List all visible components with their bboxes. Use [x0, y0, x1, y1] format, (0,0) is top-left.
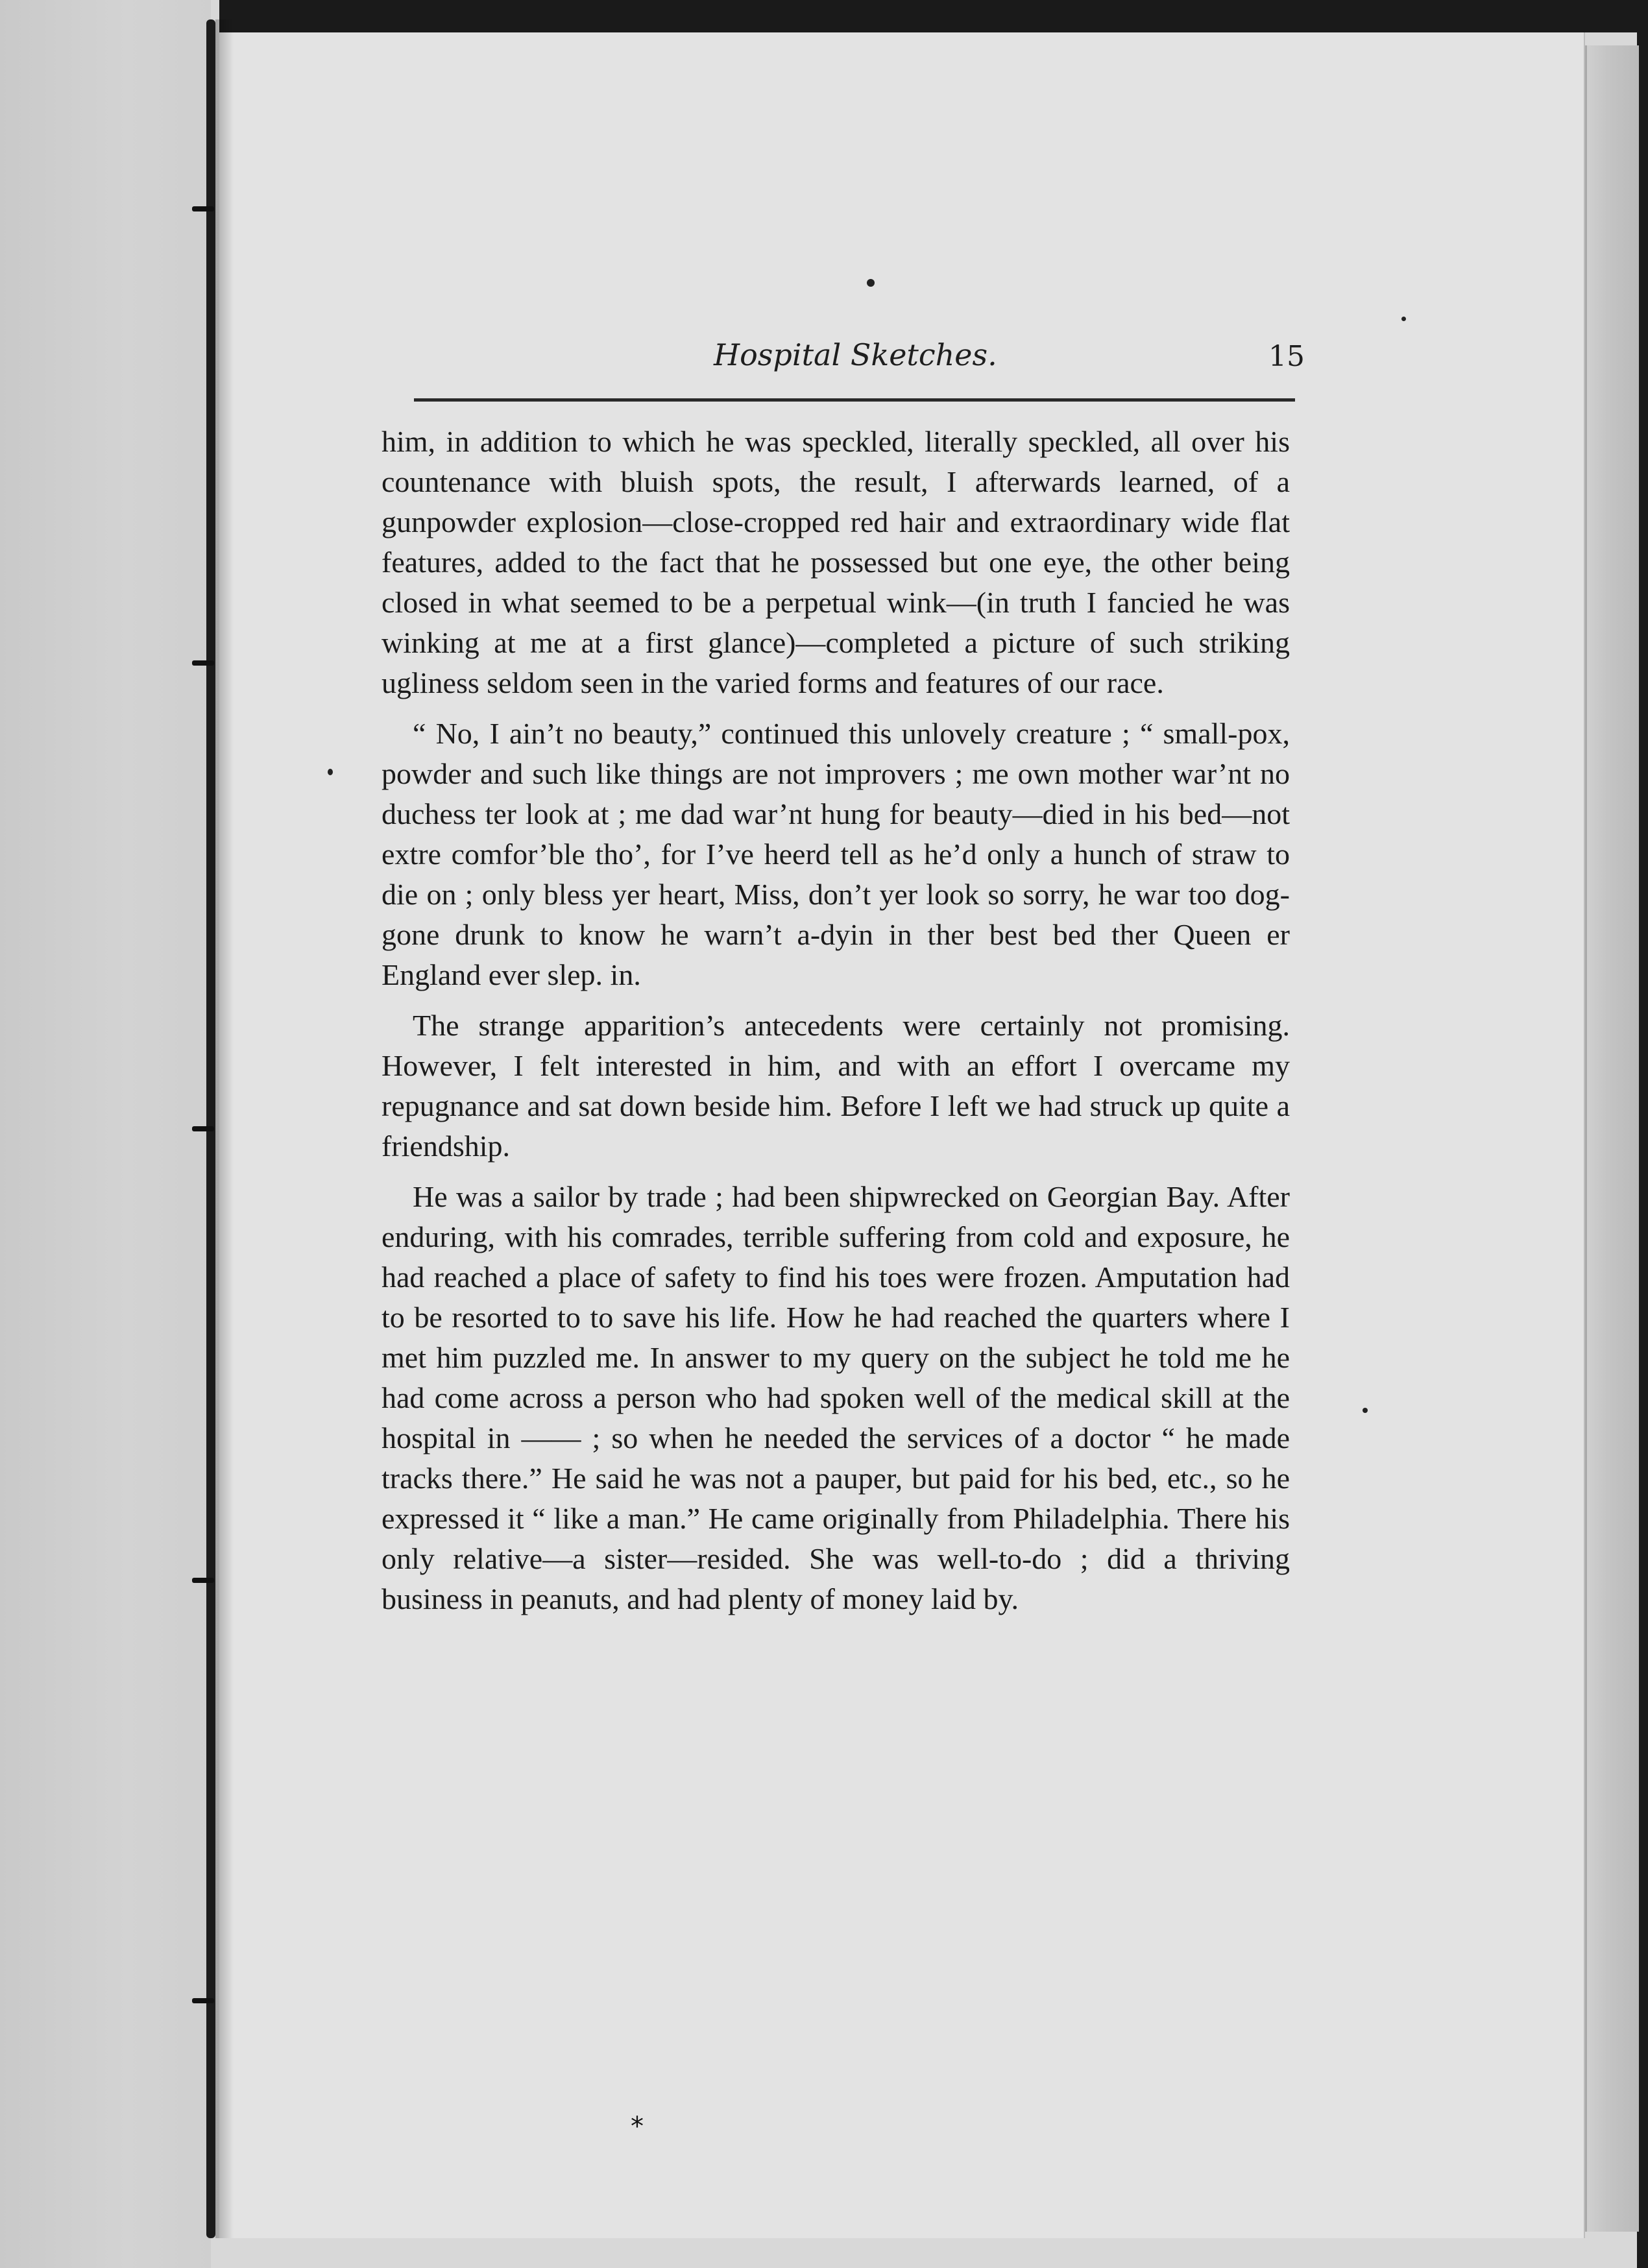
page-stack-edge [1585, 45, 1639, 2232]
binding-stitch [192, 1998, 214, 2003]
paragraph: “ No, I ain’t no beauty,” continued this unlovely creature ; “ small-pox, powder and such like things are not improvers ; me own mother war’nt no duchess ter look at ; me dad war’nt hung for beauty—died in his bed—not extre comfor’ble tho’, for I’ve heerd tell as he’d only a hunch of straw to die on ; only bless yer heart, Miss, don’t yer look so sorry, he war too dog-gone drunk to know he warn’t a-dyin in ther best bed ther Queen er England ever slep. in. [382, 717, 1290, 991]
scan-speck [867, 279, 875, 287]
scan-speck [1363, 1408, 1368, 1413]
binding-stitch [192, 660, 214, 666]
paragraph: He was a sailor by trade ; had been shipwrecked on Georgian Bay. After enduring, with his comrades, terrible suffering from cold and exposure, he had reached a place of safety to find his toes were frozen. Amputation had to be resorted to to save his life. How he had reached the quarters where I met him puzzled me. In answer to my query on the subject he told me he had come across a person who had spoken well of the medical skill at the hospital in —— ; so when he needed the services of a doctor “ he made tracks there.” He said he was not a pauper, but paid for his bed, etc., so he expressed it “ like a man.” He came originally from Philadelphia. There his only relative—a sister—resided. She was well-to-do ; did a thriving business in peanuts, and had plenty of money laid by. [382, 1180, 1290, 1615]
scan-speck [328, 769, 333, 775]
scan-top-border [219, 0, 1648, 32]
body-text [382, 422, 1290, 1630]
running-title: Hospital Sketches. [714, 337, 997, 372]
scan-speck [1401, 317, 1406, 321]
binding-stitch [192, 1578, 214, 1583]
footer-mark: * [631, 2112, 644, 2141]
gutter-shadow [215, 19, 234, 2238]
paragraph: The strange apparition’s antecedents were certainly not promising. However, I felt interested in him, and with an effort I overcame my repugnance and sat down beside him. Before I left we had struck up quite a friendship. [382, 1009, 1290, 1163]
binding-stitch [192, 206, 214, 211]
left-facing-page [0, 0, 211, 2268]
page-number: 15 [1268, 340, 1305, 373]
paragraph: him, in addition to which he was speckled, literally speckled, all over his countenance with bluish spots, the result, I afterwards learned, of a gunpowder explosion—close-cropped red hair and extraordinary wide flat features, added to the fact that he possessed but one eye, the other being closed in what seemed to be a perpetual wink—(in truth I fancied he was winking at me at a first glance)—completed a picture of such striking ugliness seldom seen in the varied forms and features of our race. [382, 425, 1290, 699]
header-rule [414, 398, 1295, 402]
running-head [389, 337, 1305, 396]
binding-stitch [192, 1126, 214, 1131]
